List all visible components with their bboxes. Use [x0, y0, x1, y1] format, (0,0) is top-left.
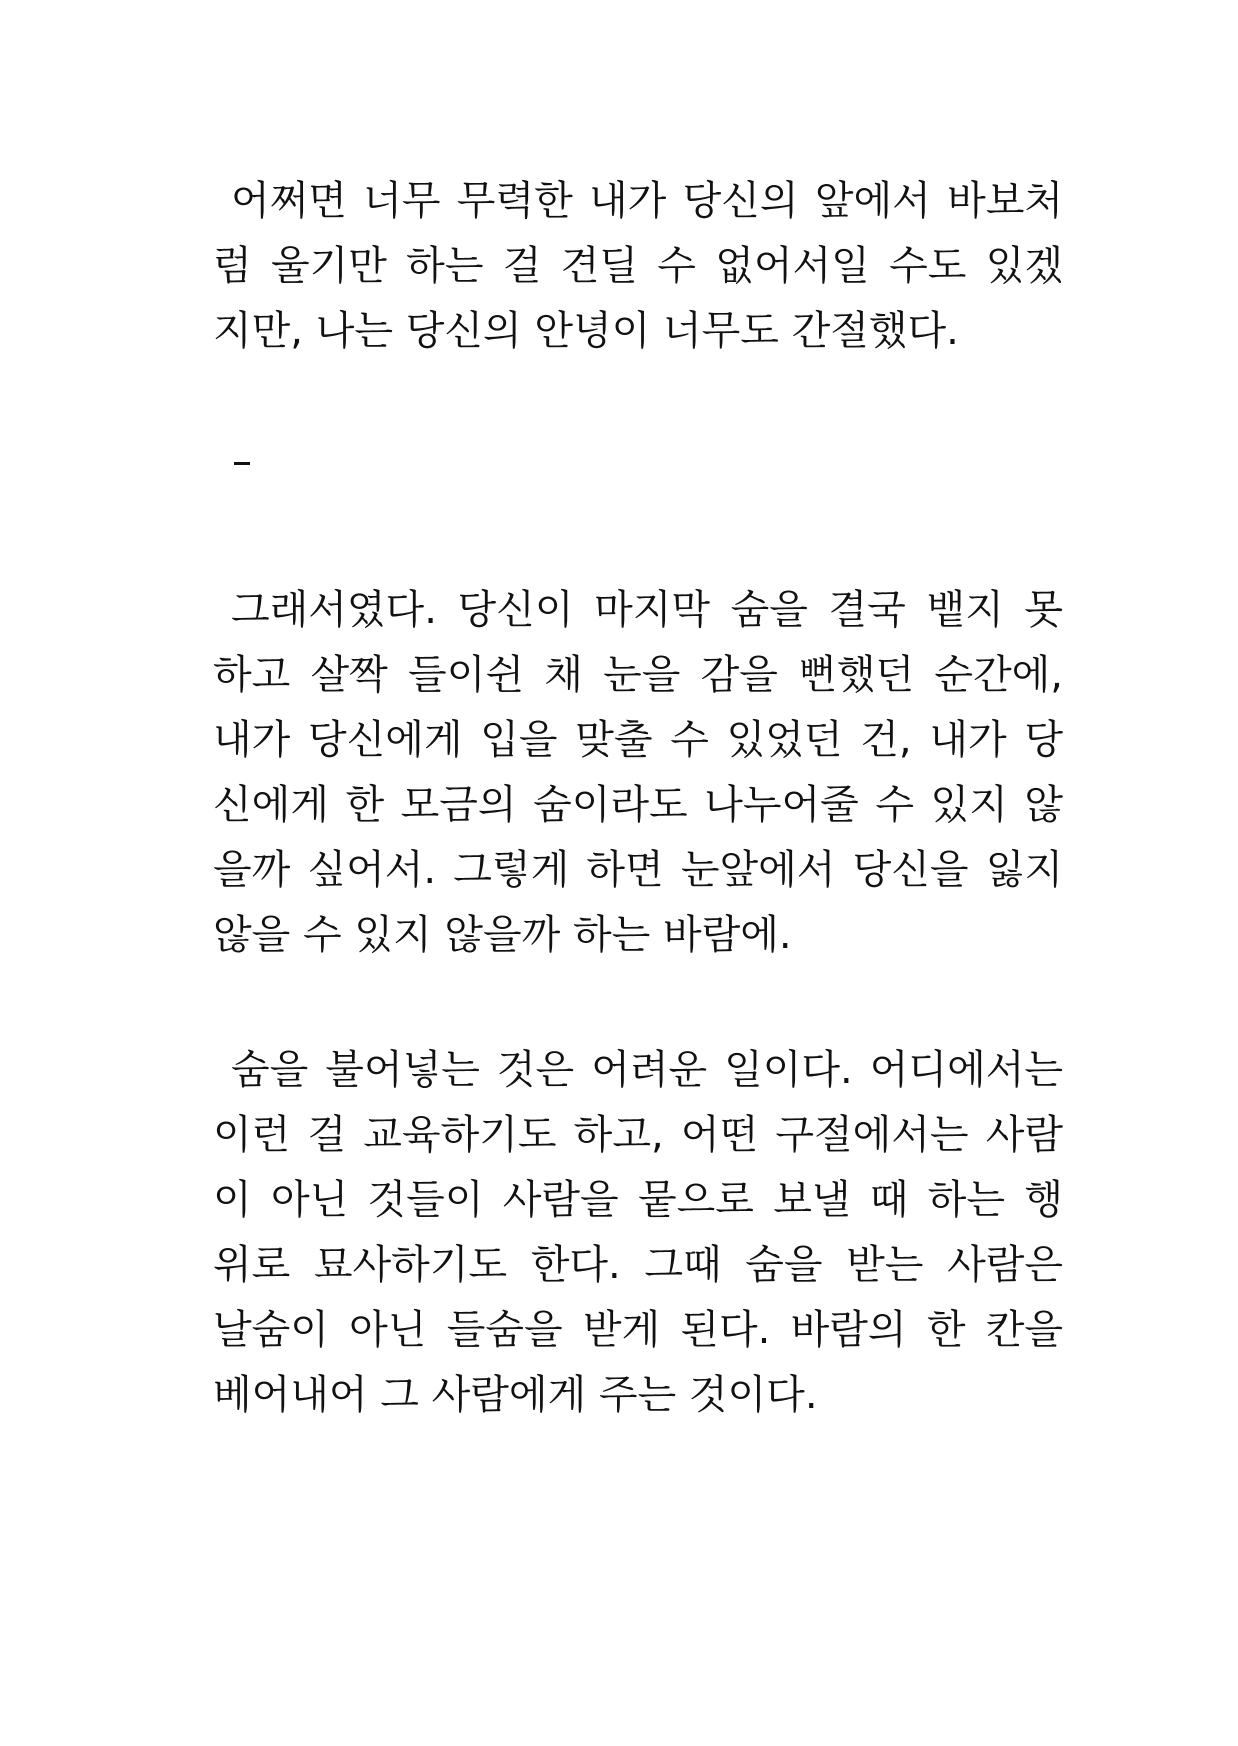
text-line: 하고 살짝 들이쉰 채 눈을 감을 뻔했던 순간에,	[213, 652, 1063, 698]
text-line: 어쩌면 너무 무력한 내가 당신의 앞에서 바보처	[231, 178, 1063, 224]
text-line: 그래서였다. 당신이 마지막 숨을 결국 뱉지 못	[231, 587, 1063, 633]
text-line: 날숨이 아닌 들숨을 받게 된다. 바람의 한 칸을	[213, 1307, 1063, 1353]
text-line: 위로 묘사하기도 한다. 그때 숨을 받는 사람은	[213, 1242, 1063, 1288]
text-line: 이 아닌 것들이 사람을 뭍으로 보낼 때 하는 행	[213, 1177, 1063, 1223]
section-separator-dash	[234, 462, 250, 465]
text-line: 않을 수 있지 않을까 하는 바람에.	[213, 912, 792, 958]
text-line: 이런 걸 교육하기도 하고, 어떤 구절에서는 사람	[213, 1112, 1063, 1158]
text-line: 지만, 나는 당신의 안녕이 너무도 간절했다.	[213, 308, 959, 354]
paragraph-3	[213, 1038, 1063, 1428]
text-line: 을까 싶어서. 그렇게 하면 눈앞에서 당신을 잃지	[213, 847, 1063, 893]
paragraph-1	[213, 169, 1063, 364]
text-line: 신에게 한 모금의 숨이라도 나누어줄 수 있지 않	[213, 782, 1063, 828]
text-line: 베어내어 그 사람에게 주는 것이다.	[213, 1372, 818, 1418]
text-line: 럼 울기만 하는 걸 견딜 수 없어서일 수도 있겠	[213, 243, 1063, 289]
paragraph-2	[213, 578, 1063, 968]
text-line: 내가 당신에게 입을 맞출 수 있었던 건, 내가 당	[213, 717, 1063, 763]
text-line: 숨을 불어넣는 것은 어려운 일이다. 어디에서는	[231, 1047, 1063, 1093]
